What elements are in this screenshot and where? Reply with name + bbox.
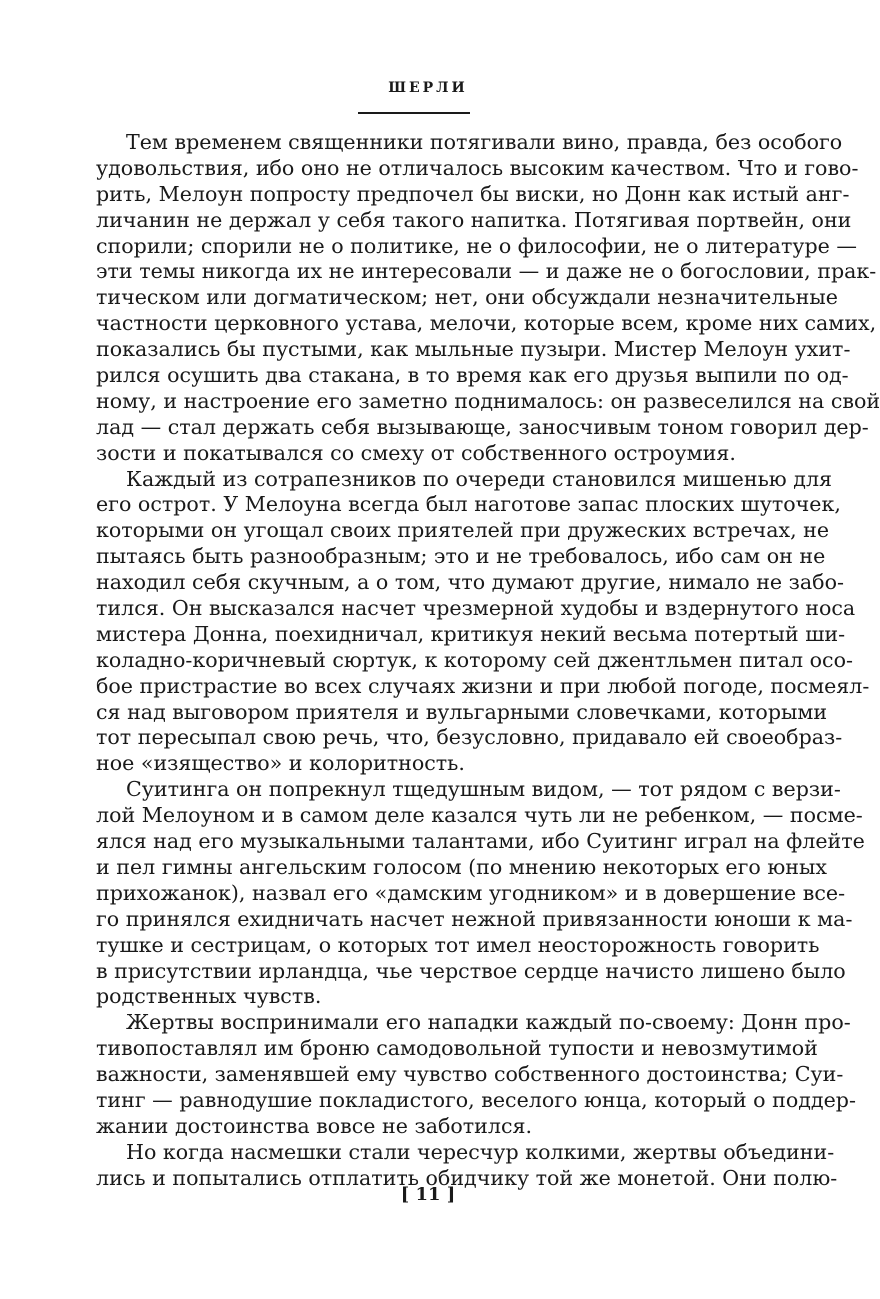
text-line: частности церковного устава, мелочи, которые всем, кроме них самих, xyxy=(96,311,877,336)
text-line: Каждый из сотрапезников по очереди становился мишенью для xyxy=(126,466,833,491)
text-line: показались бы пустыми, как мыльные пузыри. Мистер Мелоун ухит- xyxy=(96,337,851,362)
text-line: ное «изящество» и колоритность. xyxy=(96,751,465,776)
text-line: Суитинга он попрекнул тщедушным видом, — тот рядом с верзи- xyxy=(126,777,841,802)
text-line: важности, заменявшей ему чувство собственного достоинства; Суи- xyxy=(96,1062,844,1087)
text-line: которыми он угощал своих приятелей при дружеских встречах, не xyxy=(96,518,830,543)
text-line: Жертвы воспринимали его нападки каждый по-своему: Донн про- xyxy=(126,1010,851,1035)
text-line: рить, Мелоун попросту предпочел бы виски, но Донн как истый анг- xyxy=(96,181,850,206)
text-line: спорили; спорили не о политике, не о философии, не о литературе — xyxy=(96,233,857,258)
page-number: [ 11 ] xyxy=(400,1184,456,1205)
text-line: тот пересыпал свою речь, что, безусловно, придавало ей своеобраз- xyxy=(96,725,843,750)
text-line: пытаясь быть разнообразным; это и не требовалось, ибо сам он не xyxy=(96,544,826,569)
text-line: Но когда насмешки стали чересчур колкими, жертвы объедини- xyxy=(126,1139,835,1164)
text-line: лад — стал держать себя вызывающе, заносчивым тоном говорил дер- xyxy=(96,414,869,439)
text-line: мистера Донна, поехидничал, критикуя некий весьма потертый ши- xyxy=(96,621,846,646)
head-rule xyxy=(358,112,470,114)
text-line: лой Мелоуном и в самом деле казался чуть ли не ребенком, — посме- xyxy=(96,803,863,828)
text-line: эти темы никогда их не интересовали — и даже не о богословии, прак- xyxy=(96,259,877,284)
text-line: находил себя скучным, а о том, что думают другие, нимало не забо- xyxy=(96,570,844,595)
text-line: лись и попытались отплатить обидчику той же монетой. Они полю- xyxy=(96,1165,838,1190)
text-line: жании достоинства вовсе не заботился. xyxy=(96,1113,533,1138)
text-line: Тем временем священники потягивали вино, правда, без особого xyxy=(126,130,843,154)
text-line: личанин не держал у себя такого напитка. Потягивая портвейн, они xyxy=(96,207,852,232)
text-line: родственных чувств. xyxy=(96,984,322,1009)
text-line: его острот. У Мелоуна всегда был наготове запас плоских шуточек, xyxy=(96,492,841,517)
text-line: тическом или догматическом; нет, они обсуждали незначительные xyxy=(96,285,838,310)
text-line: тивопоставлял им броню самодовольной тупости и невозмутимой xyxy=(96,1036,818,1061)
text-line: прихожанок), назвал его «дамским угодником» и в довершение все- xyxy=(96,880,846,905)
text-line: рился осушить два стакана, в то время как его друзья выпили по од- xyxy=(96,363,849,388)
text-line: го принялся ехидничать насчет нежной привязанности юноши к ма- xyxy=(96,906,853,931)
text-line: зости и покатывался со смеху от собственного остроумия. xyxy=(96,440,736,465)
text-line: и пел гимны ангельским голосом (по мнению некоторых его юных xyxy=(96,854,827,879)
text-line: бое пристрастие во всех случаях жизни и при любой погоде, посмеял- xyxy=(96,673,870,698)
text-line: тушке и сестрицам, о которых тот имел неосторожность говорить xyxy=(96,932,820,957)
running-head: ШЕРЛИ xyxy=(388,80,468,96)
text-line: ялся над его музыкальными талантами, ибо Суитинг играл на флейте xyxy=(96,829,865,854)
text-line: ся над выговором приятеля и вульгарными словечками, которыми xyxy=(96,699,828,724)
text-line: ному, и настроение его заметно поднималось: он развеселился на свой xyxy=(96,388,880,413)
body-text xyxy=(96,130,880,1192)
text-line: коладно-коричневый сюртук, к которому сей джентльмен питал осо- xyxy=(96,647,853,672)
text-line: в присутствии ирландца, чье черствое сердце начисто лишено было xyxy=(96,958,846,983)
text-line: тинг — равнодушие покладистого, веселого юнца, который о поддер- xyxy=(96,1087,856,1112)
text-line: удовольствия, ибо оно не отличалось высоким качеством. Что и гово- xyxy=(96,155,859,180)
text-line: тился. Он высказался насчет чрезмерной худобы и вздернутого носа xyxy=(96,596,856,621)
